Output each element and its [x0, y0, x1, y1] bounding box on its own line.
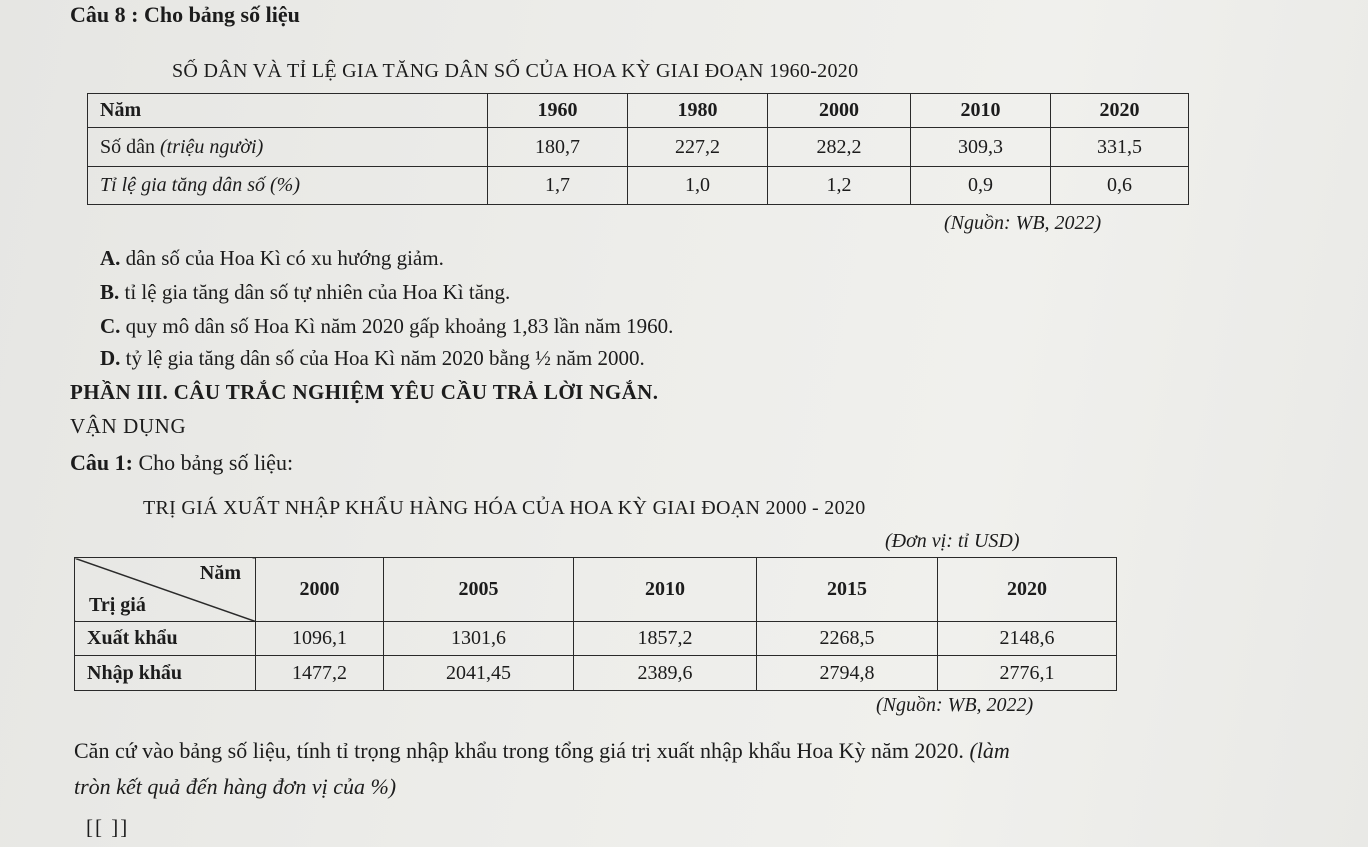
table-cell: 2776,1	[938, 656, 1117, 691]
corner-cell	[75, 558, 256, 622]
header-cell: 2000	[256, 558, 384, 622]
table-row	[75, 656, 1117, 691]
option-a	[100, 246, 444, 271]
row-label: Nhập khẩu	[75, 656, 256, 691]
option-letter: B.	[100, 280, 120, 304]
header-cell: Năm	[88, 94, 488, 128]
table-header-row	[75, 558, 1117, 622]
header-cell: 2010	[911, 94, 1051, 128]
option-letter: D.	[100, 346, 121, 370]
part3-title: PHẦN III. CÂU TRẮC NGHIỆM YÊU CẦU TRẢ LỜI NGẮN.	[70, 380, 659, 404]
q1-heading-text: Cho bảng số liệu:	[138, 450, 294, 475]
table-cell: 1301,6	[384, 622, 574, 656]
table-cell: 1477,2	[256, 656, 384, 691]
q1-question	[74, 738, 1010, 764]
table-cell: 227,2	[628, 128, 768, 167]
table-cell: 0,6	[1051, 167, 1189, 205]
table-cell: 2148,6	[938, 622, 1117, 656]
q1-heading	[70, 450, 293, 476]
header-cell: 2020	[1051, 94, 1189, 128]
option-c	[100, 314, 673, 339]
header-cell: 2015	[757, 558, 938, 622]
table-cell: 1857,2	[574, 622, 757, 656]
part3-subtitle: VẬN DỤNG	[70, 414, 187, 438]
q1-source: (Nguồn: WB, 2022)	[876, 694, 1034, 716]
table-cell: 1,7	[488, 167, 628, 205]
q1-table-title: TRỊ GIÁ XUẤT NHẬP KHẨU HÀNG HÓA CỦA HOA KỲ GIAI ĐOẠN 2000 - 2020	[143, 497, 866, 519]
population-table	[87, 93, 1189, 205]
table-cell: 282,2	[768, 128, 911, 167]
q1-unit: (Đơn vị: tỉ USD)	[885, 530, 1020, 552]
row-label	[88, 128, 488, 167]
option-letter: C.	[100, 314, 121, 338]
corner-value-label: Trị giá	[89, 594, 146, 616]
q1-question-note-cont: tròn kết quả đến hàng đơn vị của %)	[74, 774, 397, 799]
option-d	[100, 346, 645, 371]
option-b	[100, 280, 510, 305]
table-row	[75, 622, 1117, 656]
q8-table-title: SỐ DÂN VÀ TỈ LỆ GIA TĂNG DÂN SỐ CỦA HOA KỲ GIAI ĐOẠN 1960-2020	[172, 60, 859, 82]
table-cell: 1,2	[768, 167, 911, 205]
table-cell: 0,9	[911, 167, 1051, 205]
header-cell: 2010	[574, 558, 757, 622]
row-label-main: Số dân	[100, 135, 160, 158]
corner-year-label: Năm	[199, 562, 241, 584]
option-text: tỷ lệ gia tăng dân số của Hoa Kì năm 2020 bằng ½ năm 2000.	[125, 346, 645, 370]
option-text: tỉ lệ gia tăng dân số tự nhiên của Hoa Kì tăng.	[124, 280, 511, 304]
row-label: Tỉ lệ gia tăng dân số (%)	[88, 167, 488, 205]
q8-heading: Câu 8 : Cho bảng số liệu	[70, 2, 300, 27]
trade-table	[74, 557, 1117, 691]
row-label-unit: (triệu người)	[160, 135, 264, 158]
table-row	[88, 167, 1189, 205]
table-cell: 2268,5	[757, 622, 938, 656]
q1-question-note: (làm	[969, 738, 1010, 763]
row-label: Xuất khẩu	[75, 622, 256, 656]
q1-label: Câu 1:	[70, 450, 133, 475]
table-cell: 2794,8	[757, 656, 938, 691]
header-cell: 2000	[768, 94, 911, 128]
table-cell: 180,7	[488, 128, 628, 167]
header-cell: 1960	[488, 94, 628, 128]
option-text: dân số của Hoa Kì có xu hướng giảm.	[125, 246, 444, 270]
header-cell: 2005	[384, 558, 574, 622]
table-row	[88, 128, 1189, 167]
option-letter: A.	[100, 246, 121, 270]
table-cell: 309,3	[911, 128, 1051, 167]
table-cell: 1,0	[628, 167, 768, 205]
header-cell: 1980	[628, 94, 768, 128]
answer-box[interactable]: [[ ]]	[86, 815, 130, 839]
option-text: quy mô dân số Hoa Kì năm 2020 gấp khoảng 1,83 lần năm 1960.	[125, 314, 674, 338]
table-header-row	[88, 94, 1189, 128]
header-cell: 2020	[938, 558, 1117, 622]
table-cell: 331,5	[1051, 128, 1189, 167]
table-cell: 2041,45	[384, 656, 574, 691]
table-cell: 1096,1	[256, 622, 384, 656]
q1-question-main: Căn cứ vào bảng số liệu, tính tỉ trọng nhập khẩu trong tổng giá trị xuất nhập khẩu Hoa Kỳ năm 2020.	[74, 738, 964, 763]
table-cell: 2389,6	[574, 656, 757, 691]
q8-source: (Nguồn: WB, 2022)	[944, 212, 1102, 234]
